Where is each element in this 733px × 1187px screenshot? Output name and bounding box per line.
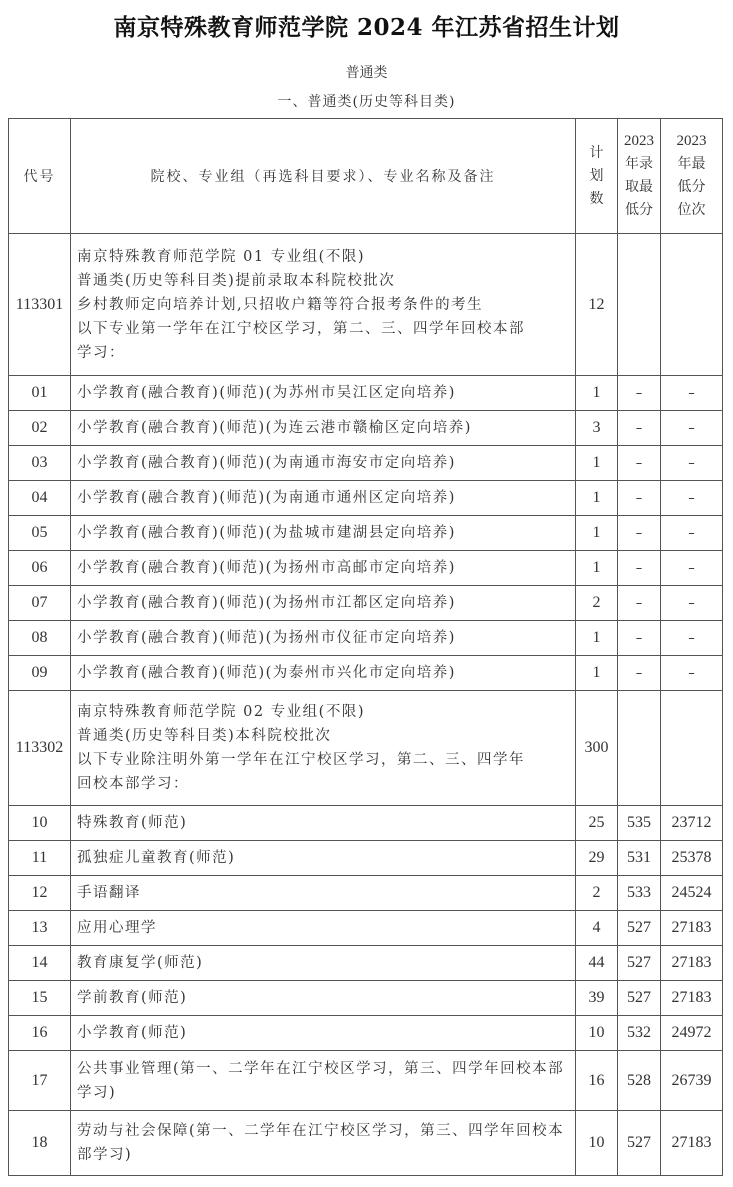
major-name: 小学教育(师范) xyxy=(71,1016,576,1051)
header-min-rank xyxy=(661,119,723,234)
admission-plan-table xyxy=(8,118,723,1176)
group-rank xyxy=(661,234,723,376)
major-min-rank: 26739 xyxy=(661,1051,723,1111)
major-name: 小学教育(融合教育)(师范)(为南通市通州区定向培养) xyxy=(71,481,576,516)
major-name: 小学教育(融合教育)(师范)(为盐城市建湖县定向培养) xyxy=(71,516,576,551)
major-min-score: – xyxy=(618,516,661,551)
header-min-score-line: 取最 xyxy=(625,179,653,195)
group-code: 113301 xyxy=(9,234,71,376)
header-min-rank-line: 位次 xyxy=(677,202,706,218)
major-min-rank: – xyxy=(661,656,723,691)
group-plan: 300 xyxy=(576,691,618,806)
major-min-rank: 24524 xyxy=(661,876,723,911)
major-min-score: – xyxy=(618,481,661,516)
table-row xyxy=(9,411,723,446)
major-name: 手语翻译 xyxy=(71,876,576,911)
group-line: 乡村教师定向培养计划,只招收户籍等符合报考条件的考生 xyxy=(77,296,484,313)
table-row xyxy=(9,551,723,586)
major-min-rank: 27183 xyxy=(661,981,723,1016)
major-name: 小学教育(融合教育)(师范)(为泰州市兴化市定向培养) xyxy=(71,656,576,691)
major-name: 劳动与社会保障(第一、二学年在江宁校区学习，第三、四学年回校本部学习) xyxy=(71,1111,576,1176)
group-rank xyxy=(661,691,723,806)
table-header-row xyxy=(9,119,723,234)
major-code: 17 xyxy=(9,1051,71,1111)
major-code: 05 xyxy=(9,516,71,551)
major-code: 06 xyxy=(9,551,71,586)
major-plan: 1 xyxy=(576,376,618,411)
table-row xyxy=(9,446,723,481)
major-plan: 2 xyxy=(576,876,618,911)
table-row xyxy=(9,1111,723,1176)
major-plan: 39 xyxy=(576,981,618,1016)
major-plan: 1 xyxy=(576,551,618,586)
major-name: 小学教育(融合教育)(师范)(为苏州市吴江区定向培养) xyxy=(71,376,576,411)
major-plan: 16 xyxy=(576,1051,618,1111)
group-description xyxy=(71,234,576,376)
major-min-rank: – xyxy=(661,516,723,551)
major-min-rank: 27183 xyxy=(661,946,723,981)
major-code: 16 xyxy=(9,1016,71,1051)
table-row xyxy=(9,911,723,946)
major-plan: 10 xyxy=(576,1016,618,1051)
group-line: 普通类(历史等科目类)提前录取本科院校批次 xyxy=(77,272,396,289)
major-name: 小学教育(融合教育)(师范)(为扬州市仪征市定向培养) xyxy=(71,621,576,656)
major-code: 12 xyxy=(9,876,71,911)
group-score xyxy=(618,234,661,376)
group-line: 以下专业除注明外第一学年在江宁校区学习，第二、三、四学年 xyxy=(77,752,525,768)
major-name: 小学教育(融合教育)(师范)(为扬州市江都区定向培养) xyxy=(71,586,576,621)
header-min-rank-line: 2023 xyxy=(676,133,707,149)
major-min-score: – xyxy=(618,411,661,446)
major-min-rank: – xyxy=(661,411,723,446)
header-plan-line: 数 xyxy=(589,190,604,207)
major-plan: 3 xyxy=(576,411,618,446)
major-min-score: – xyxy=(618,376,661,411)
table-row xyxy=(9,946,723,981)
header-min-score-line: 低分 xyxy=(625,202,653,218)
major-min-rank: – xyxy=(661,446,723,481)
major-min-rank: 27183 xyxy=(661,911,723,946)
major-name: 小学教育(融合教育)(师范)(为南通市海安市定向培养) xyxy=(71,446,576,481)
major-min-score: 527 xyxy=(618,946,661,981)
major-min-rank: – xyxy=(661,481,723,516)
major-min-rank: – xyxy=(661,551,723,586)
major-name: 特殊教育(师范) xyxy=(71,806,576,841)
group-plan: 12 xyxy=(576,234,618,376)
major-plan: 10 xyxy=(576,1111,618,1176)
major-min-score: 528 xyxy=(618,1051,661,1111)
major-code: 15 xyxy=(9,981,71,1016)
major-name: 小学教育(融合教育)(师范)(为连云港市赣榆区定向培养) xyxy=(71,411,576,446)
header-code: 代号 xyxy=(9,119,71,234)
header-min-rank-line: 低分 xyxy=(677,179,706,195)
major-name: 公共事业管理(第一、二学年在江宁校区学习，第三、四学年回校本部学习) xyxy=(71,1051,576,1111)
table-row xyxy=(9,621,723,656)
group-score xyxy=(618,691,661,806)
header-plan xyxy=(576,119,618,234)
major-name: 应用心理学 xyxy=(71,911,576,946)
major-code: 07 xyxy=(9,586,71,621)
major-min-rank: – xyxy=(661,376,723,411)
major-code: 04 xyxy=(9,481,71,516)
table-row xyxy=(9,841,723,876)
table-row xyxy=(9,806,723,841)
major-min-score: – xyxy=(618,621,661,656)
header-plan-line: 划 xyxy=(589,167,604,184)
major-plan: 1 xyxy=(576,516,618,551)
page-title: 南京特殊教育师范学院 2024 年江苏省招生计划 xyxy=(113,14,620,41)
major-code: 14 xyxy=(9,946,71,981)
major-code: 08 xyxy=(9,621,71,656)
major-min-score: 532 xyxy=(618,1016,661,1051)
major-min-rank: 23712 xyxy=(661,806,723,841)
table-row xyxy=(9,1051,723,1111)
major-plan: 25 xyxy=(576,806,618,841)
group-row xyxy=(9,234,723,376)
group-code: 113302 xyxy=(9,691,71,806)
header-min-score-line: 2023 xyxy=(624,133,654,149)
major-min-rank: 24972 xyxy=(661,1016,723,1051)
table-row xyxy=(9,981,723,1016)
major-name: 小学教育(融合教育)(师范)(为扬州市高邮市定向培养) xyxy=(71,551,576,586)
major-code: 01 xyxy=(9,376,71,411)
major-code: 03 xyxy=(9,446,71,481)
major-code: 13 xyxy=(9,911,71,946)
major-min-score: 527 xyxy=(618,911,661,946)
group-line: 以下专业第一学年在江宁校区学习，第二、三、四学年回校本部 xyxy=(77,320,525,337)
major-code: 11 xyxy=(9,841,71,876)
major-plan: 44 xyxy=(576,946,618,981)
table-row xyxy=(9,376,723,411)
major-code: 10 xyxy=(9,806,71,841)
table-row xyxy=(9,1016,723,1051)
header-plan-line: 计 xyxy=(589,144,604,161)
table-row xyxy=(9,656,723,691)
major-plan: 1 xyxy=(576,446,618,481)
table-row xyxy=(9,516,723,551)
group-line: 南京特殊教育师范学院 01 专业组(不限) xyxy=(77,248,365,265)
header-name: 院校、专业组（再选科目要求）、专业名称及备注 xyxy=(71,119,576,234)
header-min-rank-line: 年最 xyxy=(677,156,706,172)
major-min-score: 531 xyxy=(618,841,661,876)
major-min-score: 527 xyxy=(618,1111,661,1176)
major-plan: 1 xyxy=(576,656,618,691)
major-min-rank: 27183 xyxy=(661,1111,723,1176)
table-row xyxy=(9,481,723,516)
group-row xyxy=(9,691,723,806)
group-description xyxy=(71,691,576,806)
major-min-score: – xyxy=(618,656,661,691)
major-code: 09 xyxy=(9,656,71,691)
major-min-rank: – xyxy=(661,621,723,656)
group-line: 学习： xyxy=(77,344,125,361)
major-min-score: – xyxy=(618,446,661,481)
major-min-rank: – xyxy=(661,586,723,621)
category-label: 普通类 xyxy=(345,65,388,81)
major-min-score: 535 xyxy=(618,806,661,841)
group-line: 普通类(历史等科目类)本科院校批次 xyxy=(77,728,332,744)
major-min-score: 527 xyxy=(618,981,661,1016)
group-line: 南京特殊教育师范学院 02 专业组(不限) xyxy=(77,704,365,720)
major-name: 学前教育(师范) xyxy=(71,981,576,1016)
table-row xyxy=(9,876,723,911)
major-plan: 2 xyxy=(576,586,618,621)
header-min-score xyxy=(618,119,661,234)
major-plan: 4 xyxy=(576,911,618,946)
major-min-score: – xyxy=(618,551,661,586)
header-min-score-line: 年录 xyxy=(625,156,653,172)
group-line: 回校本部学习： xyxy=(77,776,189,792)
section-heading: 一、普通类(历史等科目类) xyxy=(277,94,456,110)
major-plan: 1 xyxy=(576,481,618,516)
table-row xyxy=(9,586,723,621)
major-min-score: 533 xyxy=(618,876,661,911)
major-name: 教育康复学(师范) xyxy=(71,946,576,981)
major-min-rank: 25378 xyxy=(661,841,723,876)
major-code: 18 xyxy=(9,1111,71,1176)
major-name: 孤独症儿童教育(师范) xyxy=(71,841,576,876)
major-min-score: – xyxy=(618,586,661,621)
major-plan: 29 xyxy=(576,841,618,876)
major-plan: 1 xyxy=(576,621,618,656)
major-code: 02 xyxy=(9,411,71,446)
